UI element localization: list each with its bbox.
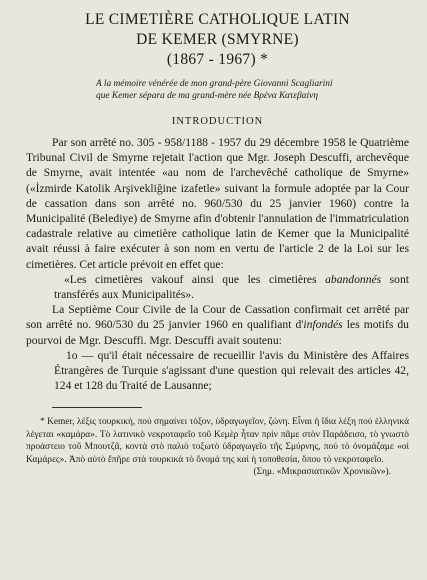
section-heading: INTRODUCTION <box>171 116 264 127</box>
title-line-3: (1867 - 1967) * <box>166 51 269 68</box>
document-title <box>26 10 409 70</box>
dedication-line-1: A la mémoire vénérée de mon grand-père Giovanni Scagliarini <box>96 79 333 89</box>
quote-emphasis: abandonnés <box>325 272 382 286</box>
paragraph-1: Par son arrêté no. 305 - 958/1188 - 1957 du 29 décembre 1958 le Quatrième Tribunal Civil de Smyrne rejetait l'action que Mgr. Joseph Descuffi, archevêque de Smyrne, avait intentée «au nom de l'archevêché catholique de Smyrne» («İzmirde Katolik Arşivekliğine izafetle» suivant la formule adoptée par la Cour de cassation dans son arrêté no. 960/530 du 25 janvier 1960) contre la Municipalité (Belediye) de Smyrne afin d'obtenir l'annulation de l'immatriculation cadastrale relative au cimetière catholique latin de Kemer que la Municipalité avait réussi à faire exécuter à son nom en vertu de l'article 2 de la Loi sur les cimetières. Cet article prévoit en effet que: <box>26 136 409 271</box>
footnote-rule <box>52 407 142 408</box>
dedication-line-2: que Kemer sépara de ma grand-mère née Βρένα Κατεβαίνη <box>96 91 318 101</box>
paragraph-2-part-b: les motifs du pourvoi de Mgr. Descuffi. Mgr. Descuffi avait soutenu: <box>26 318 409 347</box>
quoted-article <box>54 272 409 302</box>
title-line-1: LE CIMETIÈRE CATHOLIQUE LATIN <box>85 11 350 28</box>
paragraph-2 <box>26 302 409 348</box>
title-line-2: DE KEMER (SMYRNE) <box>136 31 299 48</box>
paragraph-2-emphasis: infondés <box>303 318 343 332</box>
footnote <box>26 416 409 478</box>
list-item-1: 1o — qu'il était nécessaire de recueillir l'avis du Ministère des Affaires Étrangères de Turquie s'agissant d'une question qui relevait des articles 42, 124 et 128 du Traité de Lausanne; <box>54 348 409 393</box>
footnote-text: * Kemer, λέξις τουρκική, πού σημαίνει τόξον, ὑδραγωγεῖον, ζώνη. Εἶναι ἡ ἴδια λέξη πού ἑλληνικά λέγεται «καμάρα». Τὸ λατινικὸ νεκροταφεῖο τοῦ Κεμὲρ ἦταν πρὶν πᾶμε στὸν Παράδεισο, τὸ γνωστὸ προάστειο τοῦ Μπουτζᾶ, κοντὰ στὸ παλιὸ τοξωτὸ ὑδραγωγεῖο τῆς Σμύρνης, πού τὸ ὀνομάζαμε «οἱ Καμάρες». Ἀπὸ αὐτὸ ἔπῆρε στὰ τουρκικὰ τὸ ὄνομά της καὶ ἡ τοποθεσία, ὅπου τὸ νεκροταφεῖο. <box>26 417 409 465</box>
quote-part-b: sont transférés aux Municipalités». <box>54 272 409 302</box>
quote-part-a: «Les cimetières vakouf ainsi que les cimetières <box>64 272 326 286</box>
body-text <box>26 135 409 393</box>
dedication <box>96 78 409 102</box>
paragraph-2-part-a: La Septième Cour Civile de la Cour de Cassation confirmait cet arrêté par son arrêté no. 960/530 du 25 janvier 1960 en qualifiant d' <box>26 303 409 332</box>
footnote-signature: (Σημ. «Μικρασιατικῶν Χρονικῶν»). <box>253 467 391 478</box>
